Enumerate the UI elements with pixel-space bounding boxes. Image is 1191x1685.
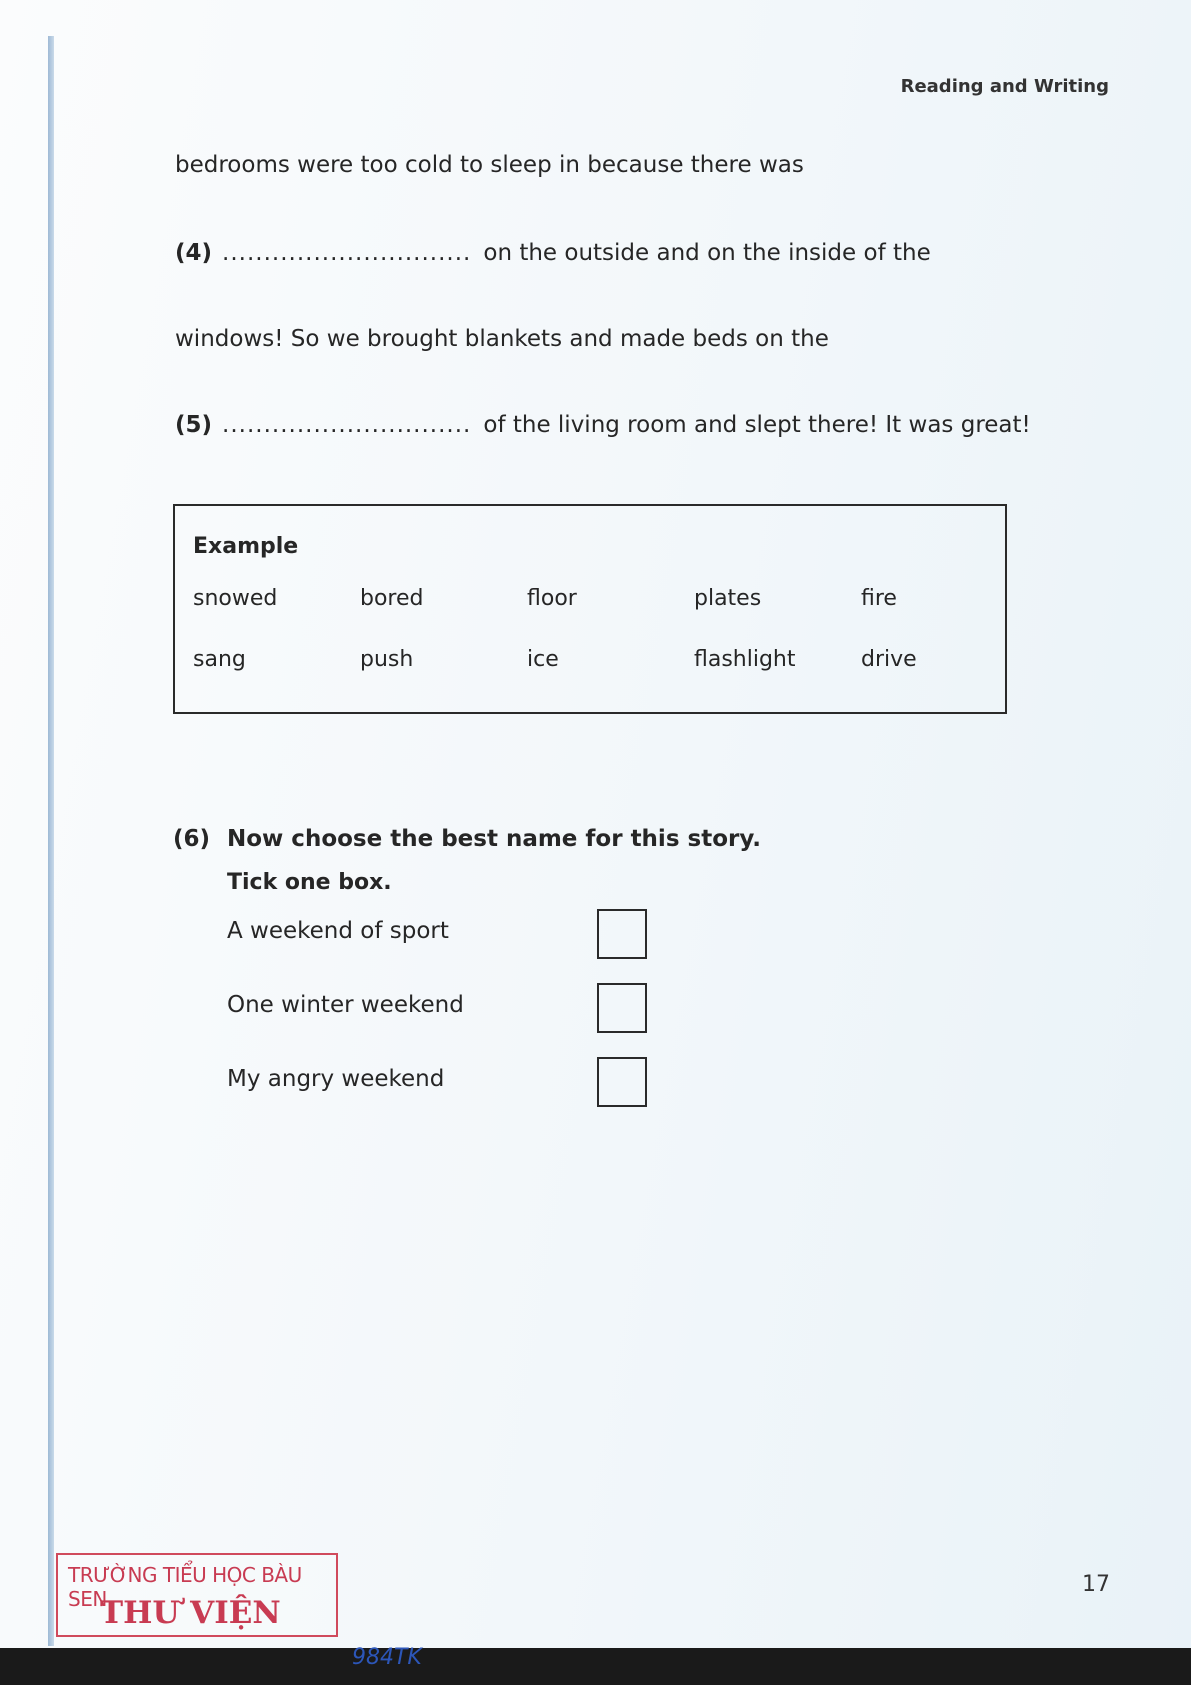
option-checkbox-1[interactable] (597, 909, 647, 959)
stamp-school-name: TRƯỜNG TIỂU HỌC BÀU SEN (68, 1563, 302, 1611)
word-bank-box (173, 504, 1007, 714)
binding-edge (48, 36, 54, 1646)
question-5-blank[interactable]: .............................. (222, 412, 472, 438)
question-6-instruction: Tick one box. (227, 870, 392, 895)
scan-edge (0, 1648, 1191, 1685)
word-option: flashlight (694, 647, 796, 672)
word-option: drive (861, 647, 917, 672)
question-4-blank[interactable]: .............................. (222, 240, 472, 266)
word-bank-heading: Example (193, 534, 299, 559)
question-5-text: of the living room and slept there! It was great! (483, 412, 1031, 438)
word-option: plates (694, 586, 762, 611)
question-4 (175, 238, 931, 268)
running-header: Reading and Writing (900, 76, 1109, 97)
word-option: push (360, 647, 414, 672)
stamp-library-label: THƯ VIỆN (100, 1595, 281, 1631)
question-4-text: on the outside and on the inside of the (483, 240, 931, 266)
story-line-1: bedrooms were too cold to sleep in because there was (175, 152, 804, 178)
question-5 (175, 410, 1031, 440)
option-checkbox-2[interactable] (597, 983, 647, 1033)
page-number: 17 (1082, 1572, 1110, 1597)
word-bank-row-1 (193, 586, 1028, 611)
option-label-3: My angry weekend (227, 1066, 445, 1092)
word-option: snowed (193, 586, 278, 611)
handwritten-catalog-number: 984TK (352, 1645, 422, 1670)
question-4-number: (4) (175, 240, 213, 266)
word-option: sang (193, 647, 246, 672)
library-stamp (56, 1553, 338, 1637)
option-label-1: A weekend of sport (227, 918, 449, 944)
question-5-number: (5) (175, 412, 213, 438)
word-option: ice (527, 647, 559, 672)
word-option: floor (527, 586, 577, 611)
story-line-3: windows! So we brought blankets and made beds on the (175, 326, 829, 352)
word-bank-row-2 (193, 647, 1028, 672)
question-6-prompt (173, 826, 761, 852)
word-option: bored (360, 586, 424, 611)
option-checkbox-3[interactable] (597, 1057, 647, 1107)
word-option: fire (861, 586, 897, 611)
question-6-number: (6) (173, 826, 211, 852)
option-label-2: One winter weekend (227, 992, 464, 1018)
question-6-text: Now choose the best name for this story. (227, 826, 761, 852)
